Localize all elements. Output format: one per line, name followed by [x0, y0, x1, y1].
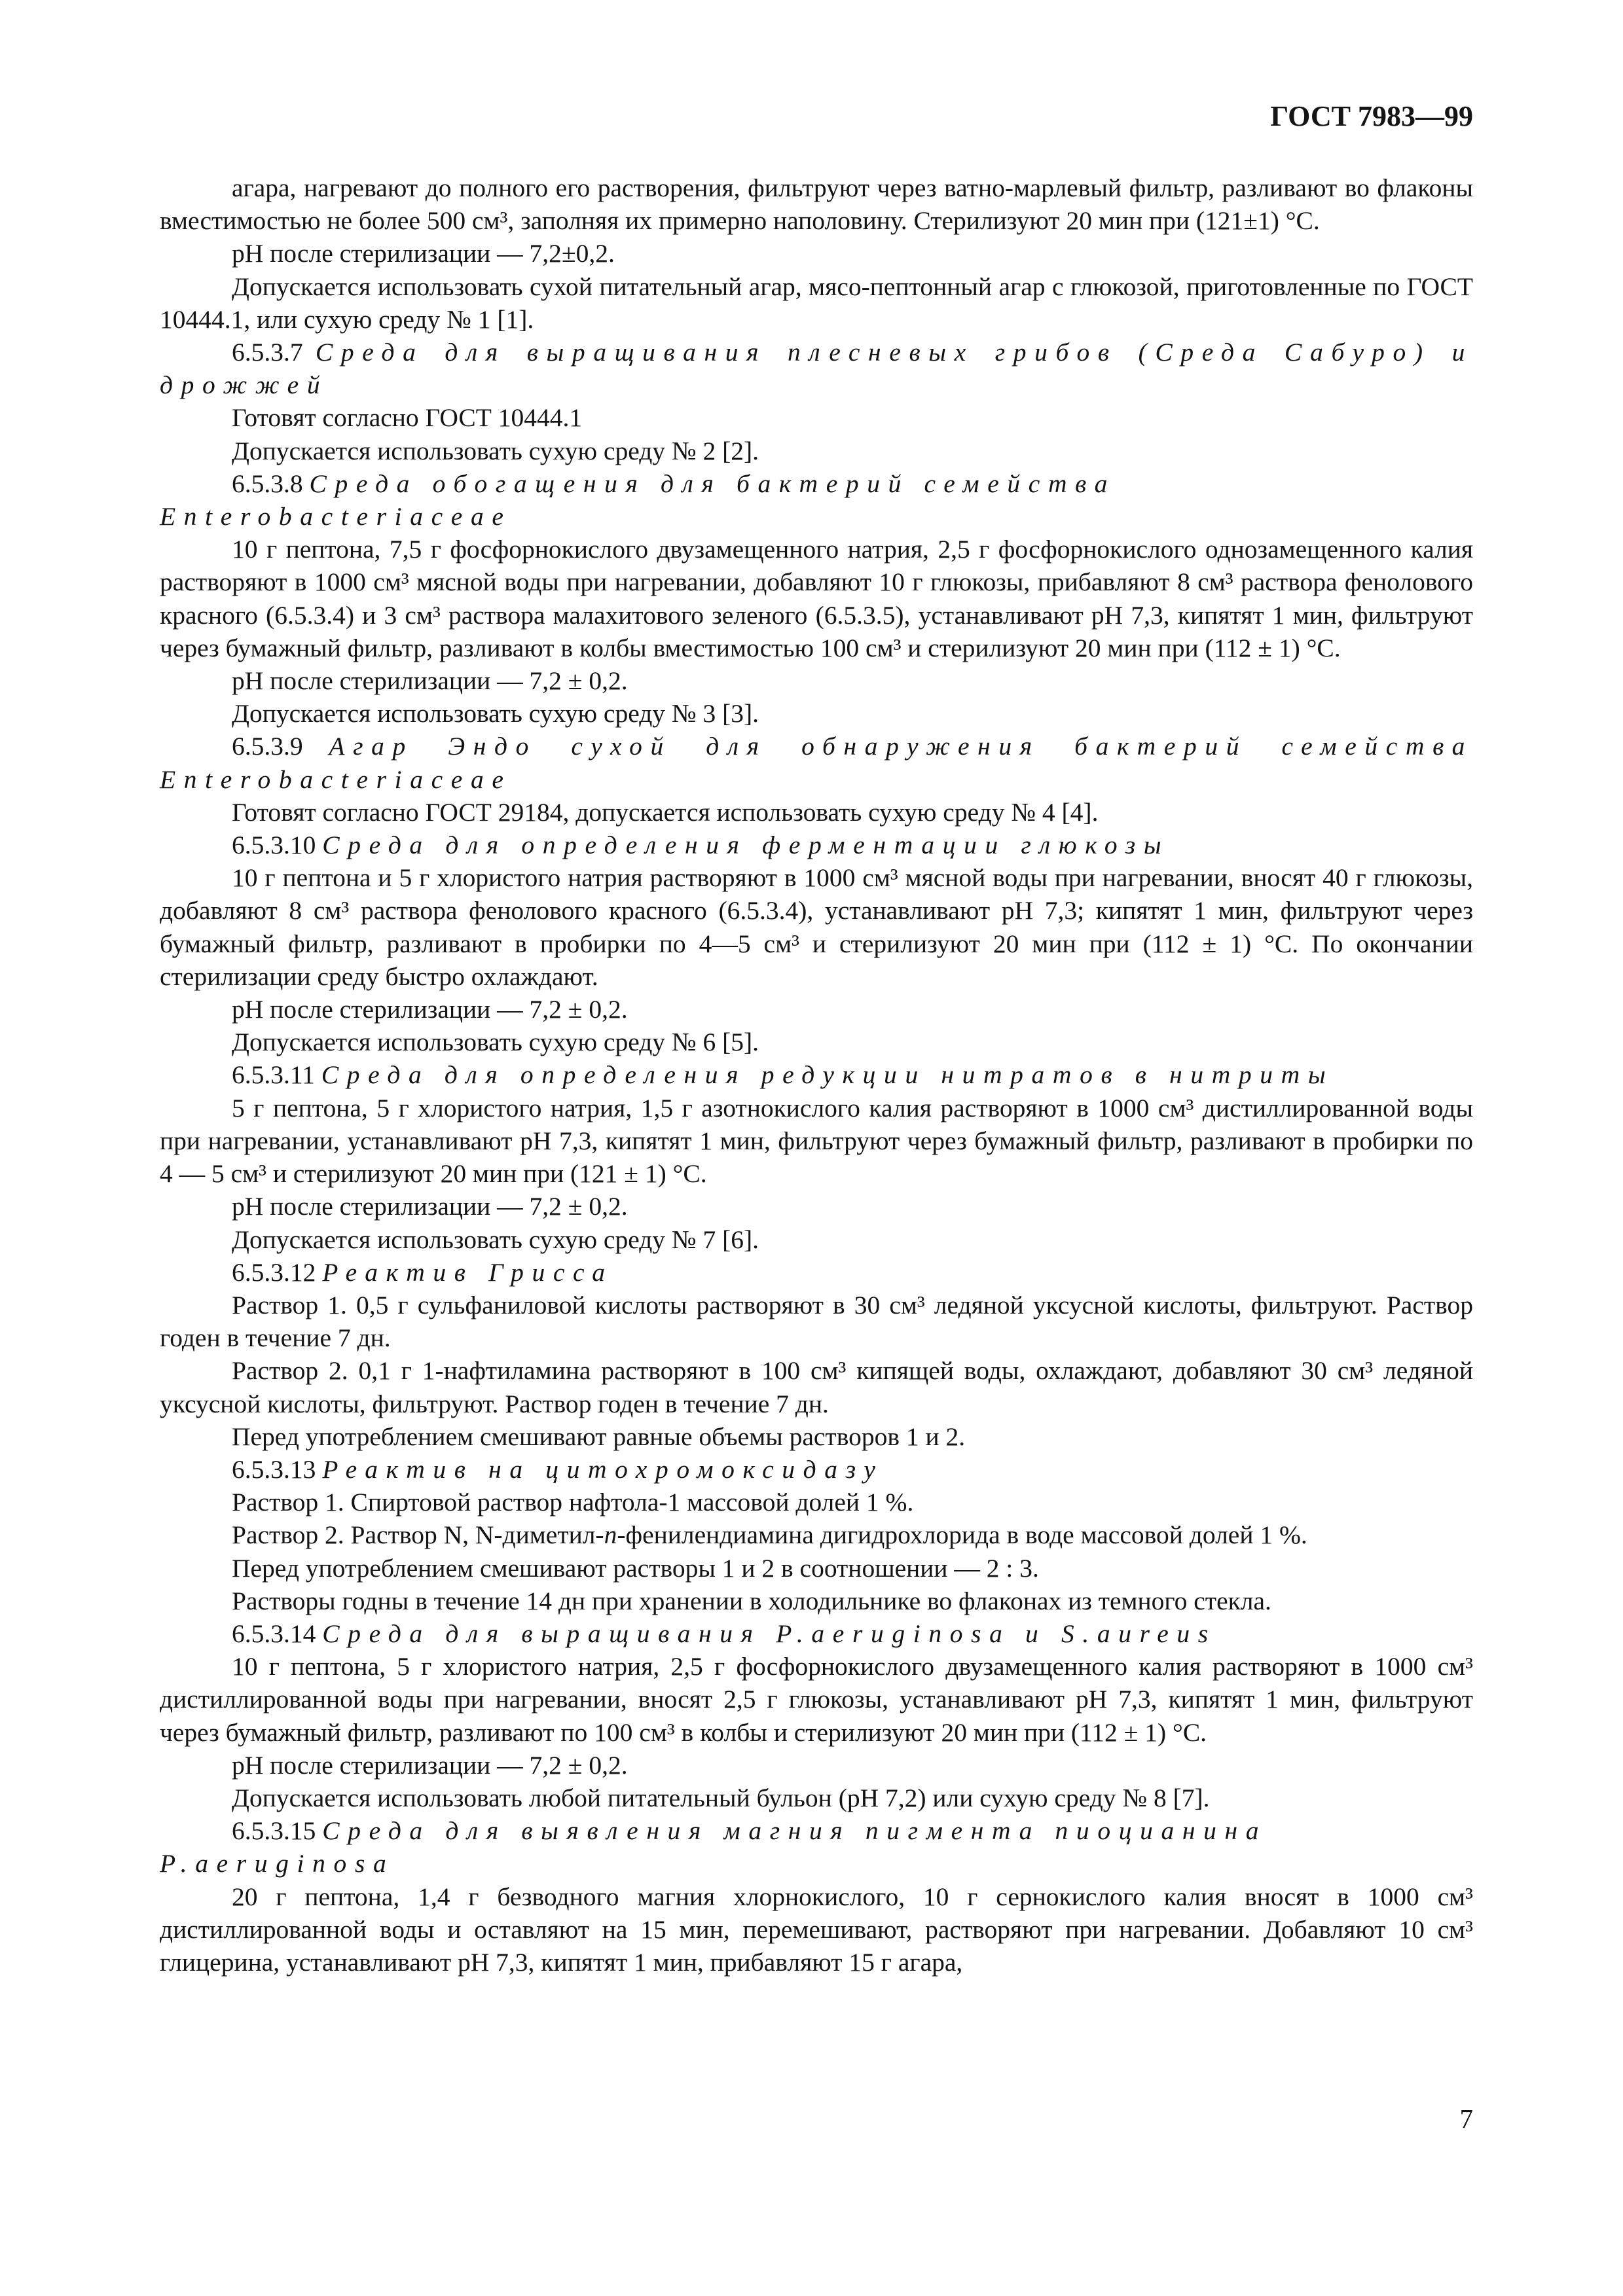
document-header: ГОСТ 7983—99	[1270, 100, 1473, 132]
paragraph: рН после стерилизации — 7,2 ± 0,2.	[232, 995, 628, 1024]
section-number: 6.5.3.10	[232, 831, 316, 860]
paragraph: Раствор 1. Спиртовой раствор нафтола-1 массовой долей 1 %.	[232, 1488, 914, 1517]
paragraph: рН после стерилизации — 7,2 ± 0,2.	[232, 1750, 628, 1780]
paragraph: Допускается использовать сухую среду № 2 [2].	[232, 436, 759, 465]
paragraph: Перед употреблением смешивают равные объемы растворов 1 и 2.	[232, 1422, 966, 1451]
section-title: Среда для выявления магния пигмента пиоцианина P.aeruginosa	[160, 1816, 1267, 1878]
paragraph: Перед употреблением смешивают растворы 1 и 2 в соотношении — 2 : 3.	[232, 1553, 1039, 1583]
paragraph	[160, 1518, 1473, 1551]
section-number: 6.5.3.8	[232, 469, 303, 498]
text-run: -фенилендиамина дигидрохлорида в воде массовой долей 1 %.	[617, 1520, 1307, 1550]
section-heading-6-5-3-9	[160, 730, 1473, 795]
section-title: Реактив Грисса	[322, 1257, 613, 1287]
section-heading-6-5-3-14	[160, 1617, 1473, 1650]
paragraph: рН после стерилизации — 7,2 ± 0,2.	[232, 1192, 628, 1221]
paragraph: Допускается использовать любой питательный бульон (рН 7,2) или сухую среду № 8 [7].	[232, 1783, 1210, 1812]
document-page	[160, 98, 1473, 2232]
section-title: Среда для определения ферментации глюкозы	[322, 831, 1170, 860]
section-title: Среда для выращивания P.aeruginosa и S.aureus	[322, 1619, 1216, 1648]
paragraph: 10 г пептона, 5 г хлористого натрия, 2,5 г фосфорнокислого двузамещенного калия растворяют в 1000 см³ дистиллированной воды при нагревании, вносят 2,5 г глюкозы, устанавливают рН 7,3, кипятят 1 мин, фильтруют через бумажный фильтр, разливают по 100 см³ в колбы и стерилизуют 20 мин при (112 ± 1) °С.	[160, 1652, 1473, 1747]
section-title: Агар Эндо сухой для обнаружения бактерий семейства Enterobacteriaceae	[160, 732, 1473, 794]
paragraph: Растворы годны в течение 14 дн при хранении в холодильнике во флаконах из темного стекла.	[232, 1586, 1271, 1615]
section-number: 6.5.3.14	[232, 1619, 316, 1648]
section-title: Среда обогащения для бактерий семейства Enterobacteriaceae	[160, 469, 1116, 531]
paragraph: Допускается использовать сухую среду № 7 [6].	[232, 1225, 759, 1254]
section-number: 6.5.3.13	[232, 1454, 316, 1484]
section-number: 6.5.3.7	[232, 338, 303, 367]
paragraph: 10 г пептона и 5 г хлористого натрия растворяют в 1000 см³ мясной воды при нагревании, вносят 40 г глюкозы, добавляют 8 см³ раствора фенолового красного (6.5.3.4), устанавливают рН 7,3; кипятят 1 мин, фильтруют через бумажный фильтр, разливают в пробирки по 4—5 см³ и стерилизуют 20 мин при (112 ± 1) °С. По окончании стерилизации среду быстро охлаждают.	[160, 863, 1473, 991]
section-heading-6-5-3-7	[160, 336, 1473, 401]
paragraph: 20 г пептона, 1,4 г безводного магния хлорнокислого, 10 г сернокислого калия вносят в 1000 см³ дистиллированной воды и оставляют на 15 мин, перемешивают, растворяют при нагревании. Добавляют 10 см³ глицерина, устанавливают рН 7,3, кипятят 1 мин, прибавляют 15 г агара,	[160, 1882, 1473, 1977]
paragraph: агара, нагревают до полного его растворения, фильтруют через ватно-марлевый фильтр, разливают во флаконы вместимостью не более 500 см³, заполняя их примерно наполовину. Стерилизуют 20 мин при (121±1) °С.	[160, 173, 1473, 236]
section-title: Среда для выращивания плесневых грибов (Среда Сабуро) и дрожжей	[160, 338, 1474, 400]
page-number: 7	[1459, 2104, 1473, 2134]
paragraph: 10 г пептона, 7,5 г фосфорнокислого двузамещенного натрия, 2,5 г фосфорнокислого однозамещенного калия растворяют в 1000 см³ мясной воды при нагревании, добавляют 10 г глюкозы, прибавляют 8 см³ раствора фенолового красного (6.5.3.4) и 3 см³ раствора малахитового зеленого (6.5.3.5), устанавливают рН 7,3, кипятят 1 мин, фильтруют через бумажный фильтр, разливают в колбы вместимостью 100 см³ и стерилизуют 20 мин при (112 ± 1) °С.	[160, 535, 1473, 662]
paragraph: рН после стерилизации — 7,2 ± 0,2.	[232, 666, 628, 696]
section-number: 6.5.3.11	[232, 1060, 315, 1090]
paragraph: Раствор 2. 0,1 г 1-нафтиламина растворяют в 100 см³ кипящей воды, охлаждают, добавляют 30 см³ ледяной уксусной кислоты, фильтруют. Раствор годен в течение 7 дн.	[160, 1356, 1473, 1418]
paragraph: 5 г пептона, 5 г хлористого натрия, 1,5 г азотнокислого калия растворяют в 1000 см³ дистиллированной воды при нагревании, устанавливают рН 7,3, кипятят 1 мин, фильтруют через бумажный фильтр, разливают в пробирки по 4 — 5 см³ и стерилизуют 20 мин при (121 ± 1) °С.	[160, 1093, 1473, 1189]
paragraph: Допускается использовать сухой питательный агар, мясо-пептонный агар с глюкозой, приготовленные по ГОСТ 10444.1, или сухую среду № 1 [1].	[160, 272, 1473, 334]
section-title: Реактив на цитохромоксидазу	[322, 1454, 884, 1484]
paragraph: Раствор 1. 0,5 г сульфаниловой кислоты растворяют в 30 см³ ледяной уксусной кислоты, фильтруют. Раствор годен в течение 7 дн.	[160, 1290, 1473, 1353]
section-heading-6-5-3-12	[160, 1256, 1473, 1289]
paragraph: Готовят согласно ГОСТ 29184, допускается использовать сухую среду № 4 [4].	[232, 797, 1099, 827]
section-title: Среда для определения редукции нитратов в нитриты	[321, 1060, 1334, 1090]
paragraph: Допускается использовать сухую среду № 6 [5].	[232, 1028, 759, 1057]
section-heading-6-5-3-8	[160, 467, 1473, 533]
text-run-italic: п	[604, 1520, 617, 1550]
text-run: Раствор 2. Раствор N, N-диметил-	[232, 1520, 604, 1550]
section-heading-6-5-3-11	[160, 1058, 1473, 1091]
paragraph: Допускается использовать сухую среду № 3 [3].	[232, 699, 759, 728]
section-heading-6-5-3-13	[160, 1453, 1473, 1486]
section-number: 6.5.3.15	[232, 1816, 316, 1846]
section-heading-6-5-3-10	[160, 829, 1473, 861]
paragraph: рН после стерилизации — 7,2±0,2.	[232, 239, 615, 268]
paragraph: Готовят согласно ГОСТ 10444.1	[232, 403, 583, 433]
section-number: 6.5.3.12	[232, 1257, 316, 1287]
section-heading-6-5-3-15	[160, 1814, 1473, 1880]
section-number: 6.5.3.9	[232, 732, 303, 761]
